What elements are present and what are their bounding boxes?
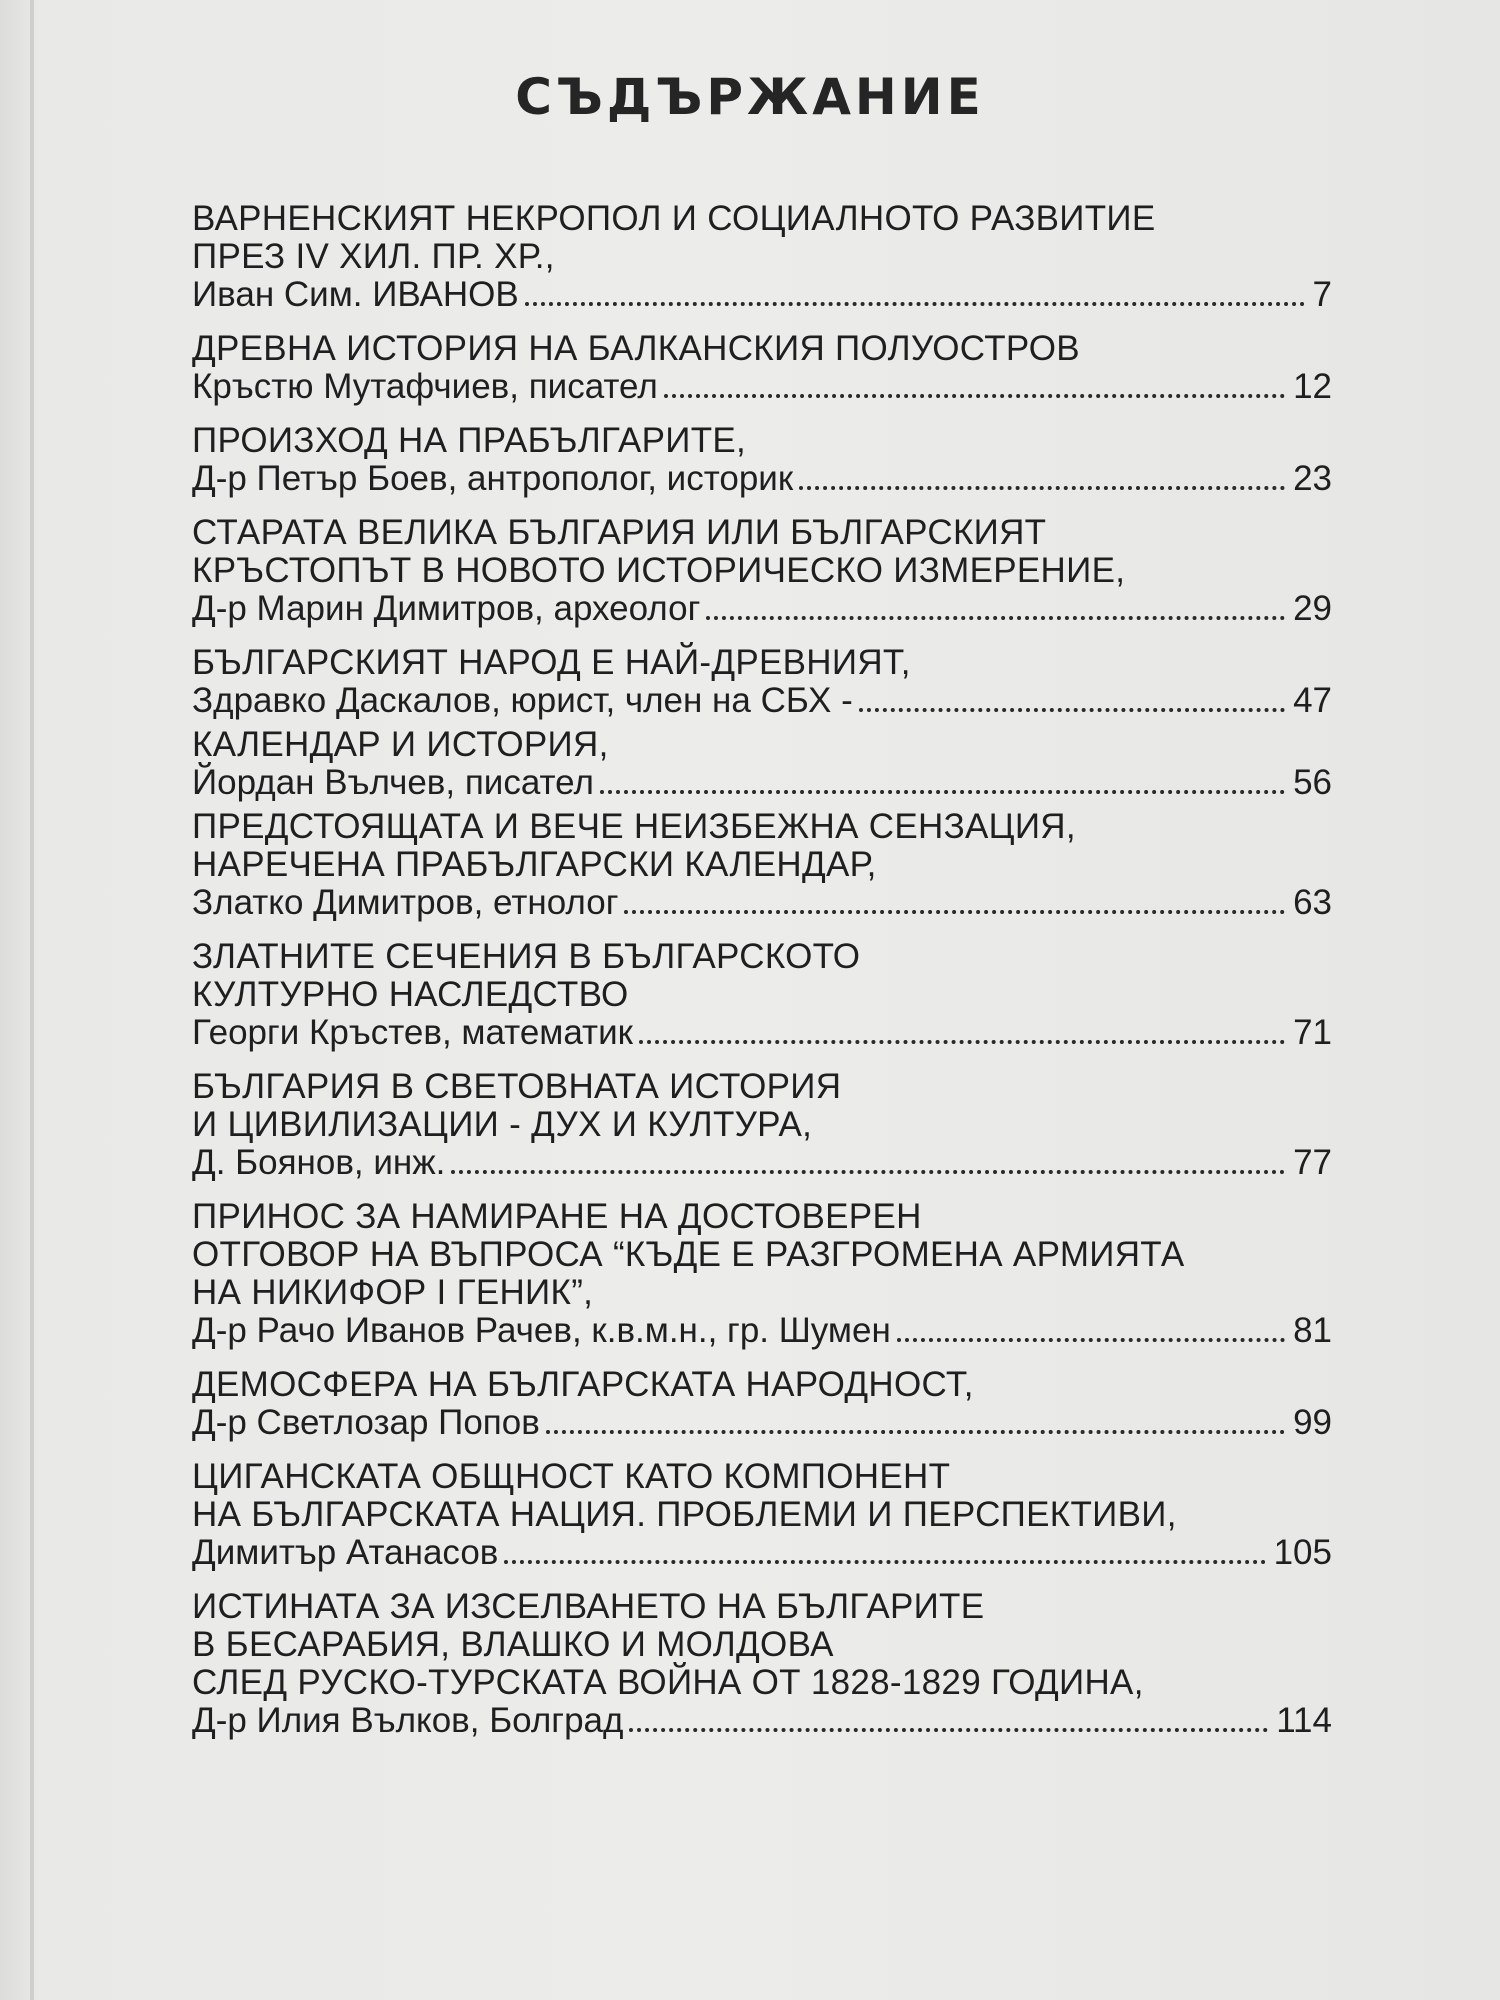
toc-entry-author: Йордан Вълчев, писател: [192, 763, 594, 802]
table-of-contents: [192, 200, 1332, 1740]
dot-leader: [624, 910, 1285, 914]
toc-entry-title-line: БЪЛГАРСКИЯТ НАРОД Е НАЙ-ДРЕВНИЯТ,: [192, 643, 911, 682]
toc-entry: [192, 422, 1332, 498]
toc-entry-page-number: 105: [1273, 1533, 1332, 1572]
toc-entry-author: Здравко Даскалов, юрист, член на СБХ -: [192, 681, 853, 720]
toc-entry-page-number: 56: [1293, 763, 1332, 802]
toc-entry-author: Д-р Рачо Иванов Рачев, к.в.м.н., гр. Шумен: [192, 1311, 891, 1350]
dot-leader: [639, 1040, 1285, 1044]
toc-entry-title-line: В БЕСАРАБИЯ, ВЛАШКО И МОЛДОВА: [192, 1625, 834, 1664]
dot-leader: [859, 708, 1285, 712]
toc-entry-title-line: КАЛЕНДАР И ИСТОРИЯ,: [192, 725, 609, 764]
toc-entry-author: Д-р Светлозар Попов: [192, 1403, 540, 1442]
toc-entry-author-row: [192, 1014, 1332, 1052]
dot-leader: [629, 1728, 1268, 1732]
toc-entry-author-row: [192, 276, 1332, 314]
toc-entry-page-number: 99: [1293, 1403, 1332, 1442]
toc-entry-title-line: ДЕМОСФЕРА НА БЪЛГАРСКАТА НАРОДНОСТ,: [192, 1365, 974, 1404]
toc-entry-title-line: ПРЕЗ IV ХИЛ. ПР. ХР.,: [192, 237, 555, 276]
toc-entry-author-row: [192, 1534, 1332, 1572]
toc-entry-title-line: НАРЕЧЕНА ПРАБЪЛГАРСКИ КАЛЕНДАР,: [192, 845, 877, 884]
dot-leader: [799, 486, 1285, 490]
toc-entry-title-line: НА НИКИФОР I ГЕНИК”,: [192, 1273, 594, 1312]
dot-leader: [706, 616, 1285, 620]
page-spine-shadow: [30, 0, 34, 2000]
dot-leader: [504, 1560, 1265, 1564]
toc-entry-author-row: [192, 1144, 1332, 1182]
dot-leader: [897, 1338, 1285, 1342]
toc-entry: [192, 1588, 1332, 1740]
toc-entry-title-line: ЦИГАНСКАТА ОБЩНОСТ КАТО КОМПОНЕНТ: [192, 1457, 951, 1496]
toc-entry-author-row: [192, 460, 1332, 498]
toc-entry-title-line: БЪЛГАРИЯ В СВЕТОВНАТА ИСТОРИЯ: [192, 1067, 842, 1106]
toc-entry-page-number: 12: [1293, 367, 1332, 406]
toc-entry-author-row: [192, 1404, 1332, 1442]
toc-entry-author-row: [192, 590, 1332, 628]
toc-entry-title-line: НА БЪЛГАРСКАТА НАЦИЯ. ПРОБЛЕМИ И ПЕРСПЕКТИВИ,: [192, 1495, 1177, 1534]
toc-entry-title-line: ПРОИЗХОД НА ПРАБЪЛГАРИТЕ,: [192, 421, 747, 460]
dot-leader: [451, 1170, 1285, 1174]
toc-entry-title-line: И ЦИВИЛИЗАЦИИ - ДУХ И КУЛТУРА,: [192, 1105, 813, 1144]
toc-entry-author-row: [192, 764, 1332, 802]
toc-entry-title-line: ДРЕВНА ИСТОРИЯ НА БАЛКАНСКИЯ ПОЛУОСТРОВ: [192, 329, 1080, 368]
toc-entry: [192, 200, 1332, 314]
toc-entry-title-line: СТАРАТА ВЕЛИКА БЪЛГАРИЯ ИЛИ БЪЛГАРСКИЯТ: [192, 513, 1047, 552]
toc-entry-title-line: ВАРНЕНСКИЯТ НЕКРОПОЛ И СОЦИАЛНОТО РАЗВИТИЕ: [192, 199, 1156, 238]
dot-leader: [546, 1430, 1285, 1434]
dot-leader: [664, 394, 1285, 398]
toc-entry: [192, 726, 1332, 802]
toc-entry: [192, 1366, 1332, 1442]
toc-entry-author: Д. Боянов, инж.: [192, 1143, 446, 1182]
toc-entry-title-line: СЛЕД РУСКО-ТУРСКАТА ВОЙНА ОТ 1828-1829 ГОДИНА,: [192, 1663, 1144, 1702]
toc-entry-page-number: 29: [1293, 589, 1332, 628]
toc-entry-author: Д-р Илия Вълков, Болград: [192, 1701, 624, 1740]
toc-entry-title-line: КУЛТУРНО НАСЛЕДСТВО: [192, 975, 629, 1014]
toc-entry-page-number: 81: [1293, 1311, 1332, 1350]
toc-entry-author: Кръстю Мутафчиев, писател: [192, 367, 658, 406]
toc-entry-page-number: 114: [1276, 1701, 1332, 1740]
toc-entry-author-row: [192, 1702, 1332, 1740]
dot-leader: [525, 302, 1305, 306]
toc-entry: [192, 938, 1332, 1052]
toc-entry-title-line: ЗЛАТНИТЕ СЕЧЕНИЯ В БЪЛГАРСКОТО: [192, 937, 861, 976]
toc-entry-author: Златко Димитров, етнолог: [192, 883, 619, 922]
toc-entry-title-line: ОТГОВОР НА ВЪПРОСА “КЪДЕ Е РАЗГРОМЕНА АРМИЯТА: [192, 1235, 1185, 1274]
toc-entry: [192, 644, 1332, 720]
toc-entry-title-line: ИСТИНАТА ЗА ИЗСЕЛВАНЕТО НА БЪЛГАРИТЕ: [192, 1587, 985, 1626]
toc-entry-page-number: 23: [1293, 459, 1332, 498]
toc-entry: [192, 1458, 1332, 1572]
toc-entry-author: Д-р Петър Боев, антрополог, историк: [192, 459, 794, 498]
toc-entry-author-row: [192, 884, 1332, 922]
toc-entry-page-number: 47: [1293, 681, 1332, 720]
toc-entry-title-line: ПРЕДСТОЯЩАТА И ВЕЧЕ НЕИЗБЕЖНА СЕНЗАЦИЯ,: [192, 807, 1076, 846]
toc-entry: [192, 514, 1332, 628]
toc-entry-page-number: 63: [1293, 883, 1332, 922]
toc-entry-title-line: ПРИНОС ЗА НАМИРАНЕ НА ДОСТОВЕРЕН: [192, 1197, 922, 1236]
toc-entry-author: Георги Кръстев, математик: [192, 1013, 633, 1052]
page-title: СЪДЪРЖАНИЕ: [515, 68, 985, 126]
toc-entry-author: Д-р Марин Димитров, археолог: [192, 589, 701, 628]
toc-entry: [192, 1068, 1332, 1182]
toc-entry-author-row: [192, 368, 1332, 406]
toc-entry-title-line: КРЪСТОПЪТ В НОВОТО ИСТОРИЧЕСКО ИЗМЕРЕНИЕ,: [192, 551, 1126, 590]
toc-entry-author-row: [192, 1312, 1332, 1350]
toc-entry-page-number: 7: [1312, 275, 1332, 314]
toc-entry-page-number: 77: [1293, 1143, 1332, 1182]
toc-entry-author: Иван Сим. ИВАНОВ: [192, 275, 519, 314]
toc-entry: [192, 808, 1332, 922]
toc-entry: [192, 1198, 1332, 1350]
dot-leader: [600, 790, 1285, 794]
toc-entry-page-number: 71: [1293, 1013, 1332, 1052]
toc-entry-author-row: [192, 682, 1332, 720]
toc-entry-author: Димитър Атанасов: [192, 1533, 499, 1572]
toc-entry: [192, 330, 1332, 406]
